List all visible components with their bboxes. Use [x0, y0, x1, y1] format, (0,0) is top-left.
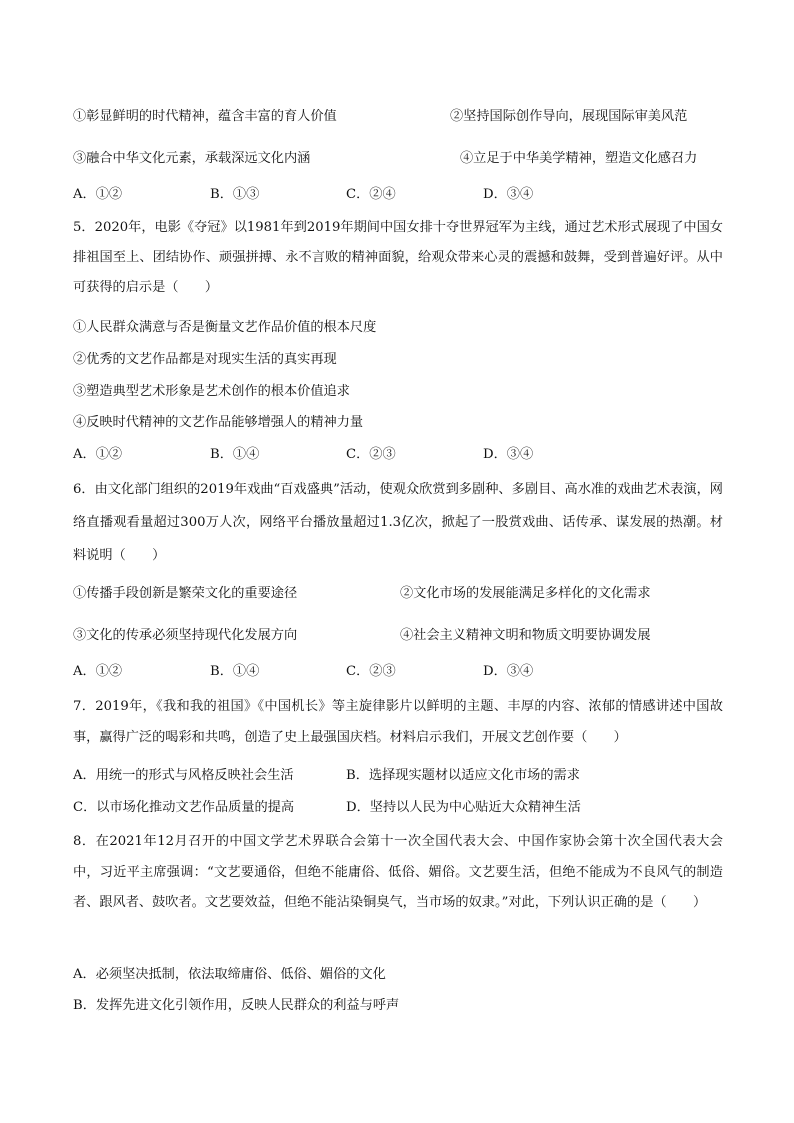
q6-choice-a: A．①② [73, 664, 123, 679]
q4-choice-b: B．①③ [210, 187, 260, 202]
q5-stem: 5．2020年，电影《夺冠》以1981年到2019年期间中国女排十夺世界冠军为主线，通过艺术形式展现了中国女排祖国至上、团结协作、顽强拼搏、永不言败的精神面貌，给观众带来心灵的震撼和鼓舞，受到普遍好评。从中可获得的启示是（ ） [73, 220, 723, 295]
q4-choice-d: D．③④ [483, 187, 534, 202]
q4-choice-a: A．①② [73, 187, 123, 202]
q5-option-2: ②优秀的文艺作品都是对现实生活的真实再现 [73, 352, 337, 367]
q7-choice-c: C．以市场化推动文艺作品质量的提高 [73, 800, 295, 815]
q5-option-4: ④反映时代精神的文艺作品能够增强人的精神力量 [73, 415, 364, 430]
q7-choice-a: A．用统一的形式与风格反映社会生活 [73, 768, 294, 783]
q5-choice-d: D．③④ [483, 447, 534, 462]
q8-choice-b: B．发挥先进文化引领作用，反映人民群众的利益与呼声 [73, 998, 400, 1013]
q6-choice-b: B．①④ [210, 664, 260, 679]
q4-option-3: ③融合中华文化元素，承载深远文化内涵 [73, 151, 311, 166]
q8-stem: 8．在2021年12月召开的中国文学艺术界联合会第十一次全国代表大会、中国作家协会第十次全国代表大会中，习近平主席强调：“文艺要通俗，但绝不能庸俗、低俗、媚俗。文艺要生活，但绝不能成为不良风气的制造者、跟风者、鼓吹者。文艺要效益，但绝不能沾染铜臭气，当市场的奴隶。”对此，下列认识正确的是（ ） [73, 834, 723, 910]
q6-option-4: ④社会主义精神文明和物质文明要协调发展 [400, 628, 651, 643]
q4-option-4: ④立足于中华美学精神，塑造文化感召力 [460, 151, 698, 166]
q5-choice-a: A．①② [73, 447, 123, 462]
q6-stem: 6．由文化部门组织的2019年戏曲“百戏盛典”活动，使观众欣赏到多剧种、多剧目、高水准的戏曲艺术表演，网络直播观看量超过300万人次，网络平台播放量超过1.3亿次，掀起了一股赏戏曲、话传承、谋发展的热潮。材料说明（ ） [73, 482, 723, 563]
q7-stem: 7．2019年，《我和我的祖国》《中国机长》等主旋律影片以鲜明的主题、丰厚的内容、浓郁的情感讲述中国故事，赢得广泛的喝彩和共鸣，创造了史上最强国庆档。材料启示我们，开展文艺创作要（ ） [73, 699, 723, 745]
q6-option-2: ②文化市场的发展能满足多样化的文化需求 [400, 586, 651, 601]
q5-choice-c: C．②③ [346, 447, 396, 462]
q5-choice-b: B．①④ [210, 447, 260, 462]
q4-choice-c: C．②④ [346, 187, 396, 202]
q5-option-1: ①人民群众满意与否是衡量文艺作品价值的根本尺度 [73, 320, 377, 335]
q6-choice-c: C．②③ [346, 664, 396, 679]
q7-choice-d: D．坚持以人民为中心贴近大众精神生活 [346, 800, 581, 815]
q4-option-2: ②坚持国际创作导向，展现国际审美风范 [450, 109, 688, 124]
q5-option-3: ③塑造典型艺术形象是艺术创作的根本价值追求 [73, 384, 350, 399]
q4-option-1: ①彰显鲜明的时代精神，蕴含丰富的育人价值 [73, 109, 337, 124]
q6-choice-d: D．③④ [483, 664, 534, 679]
q6-option-3: ③文化的传承必须坚持现代化发展方向 [73, 628, 298, 643]
q8-choice-a: A．必须坚决抵制，依法取缔庸俗、低俗、媚俗的文化 [73, 967, 386, 982]
q6-option-1: ①传播手段创新是繁荣文化的重要途径 [73, 586, 298, 601]
q7-choice-b: B．选择现实题材以适应文化市场的需求 [346, 768, 580, 783]
